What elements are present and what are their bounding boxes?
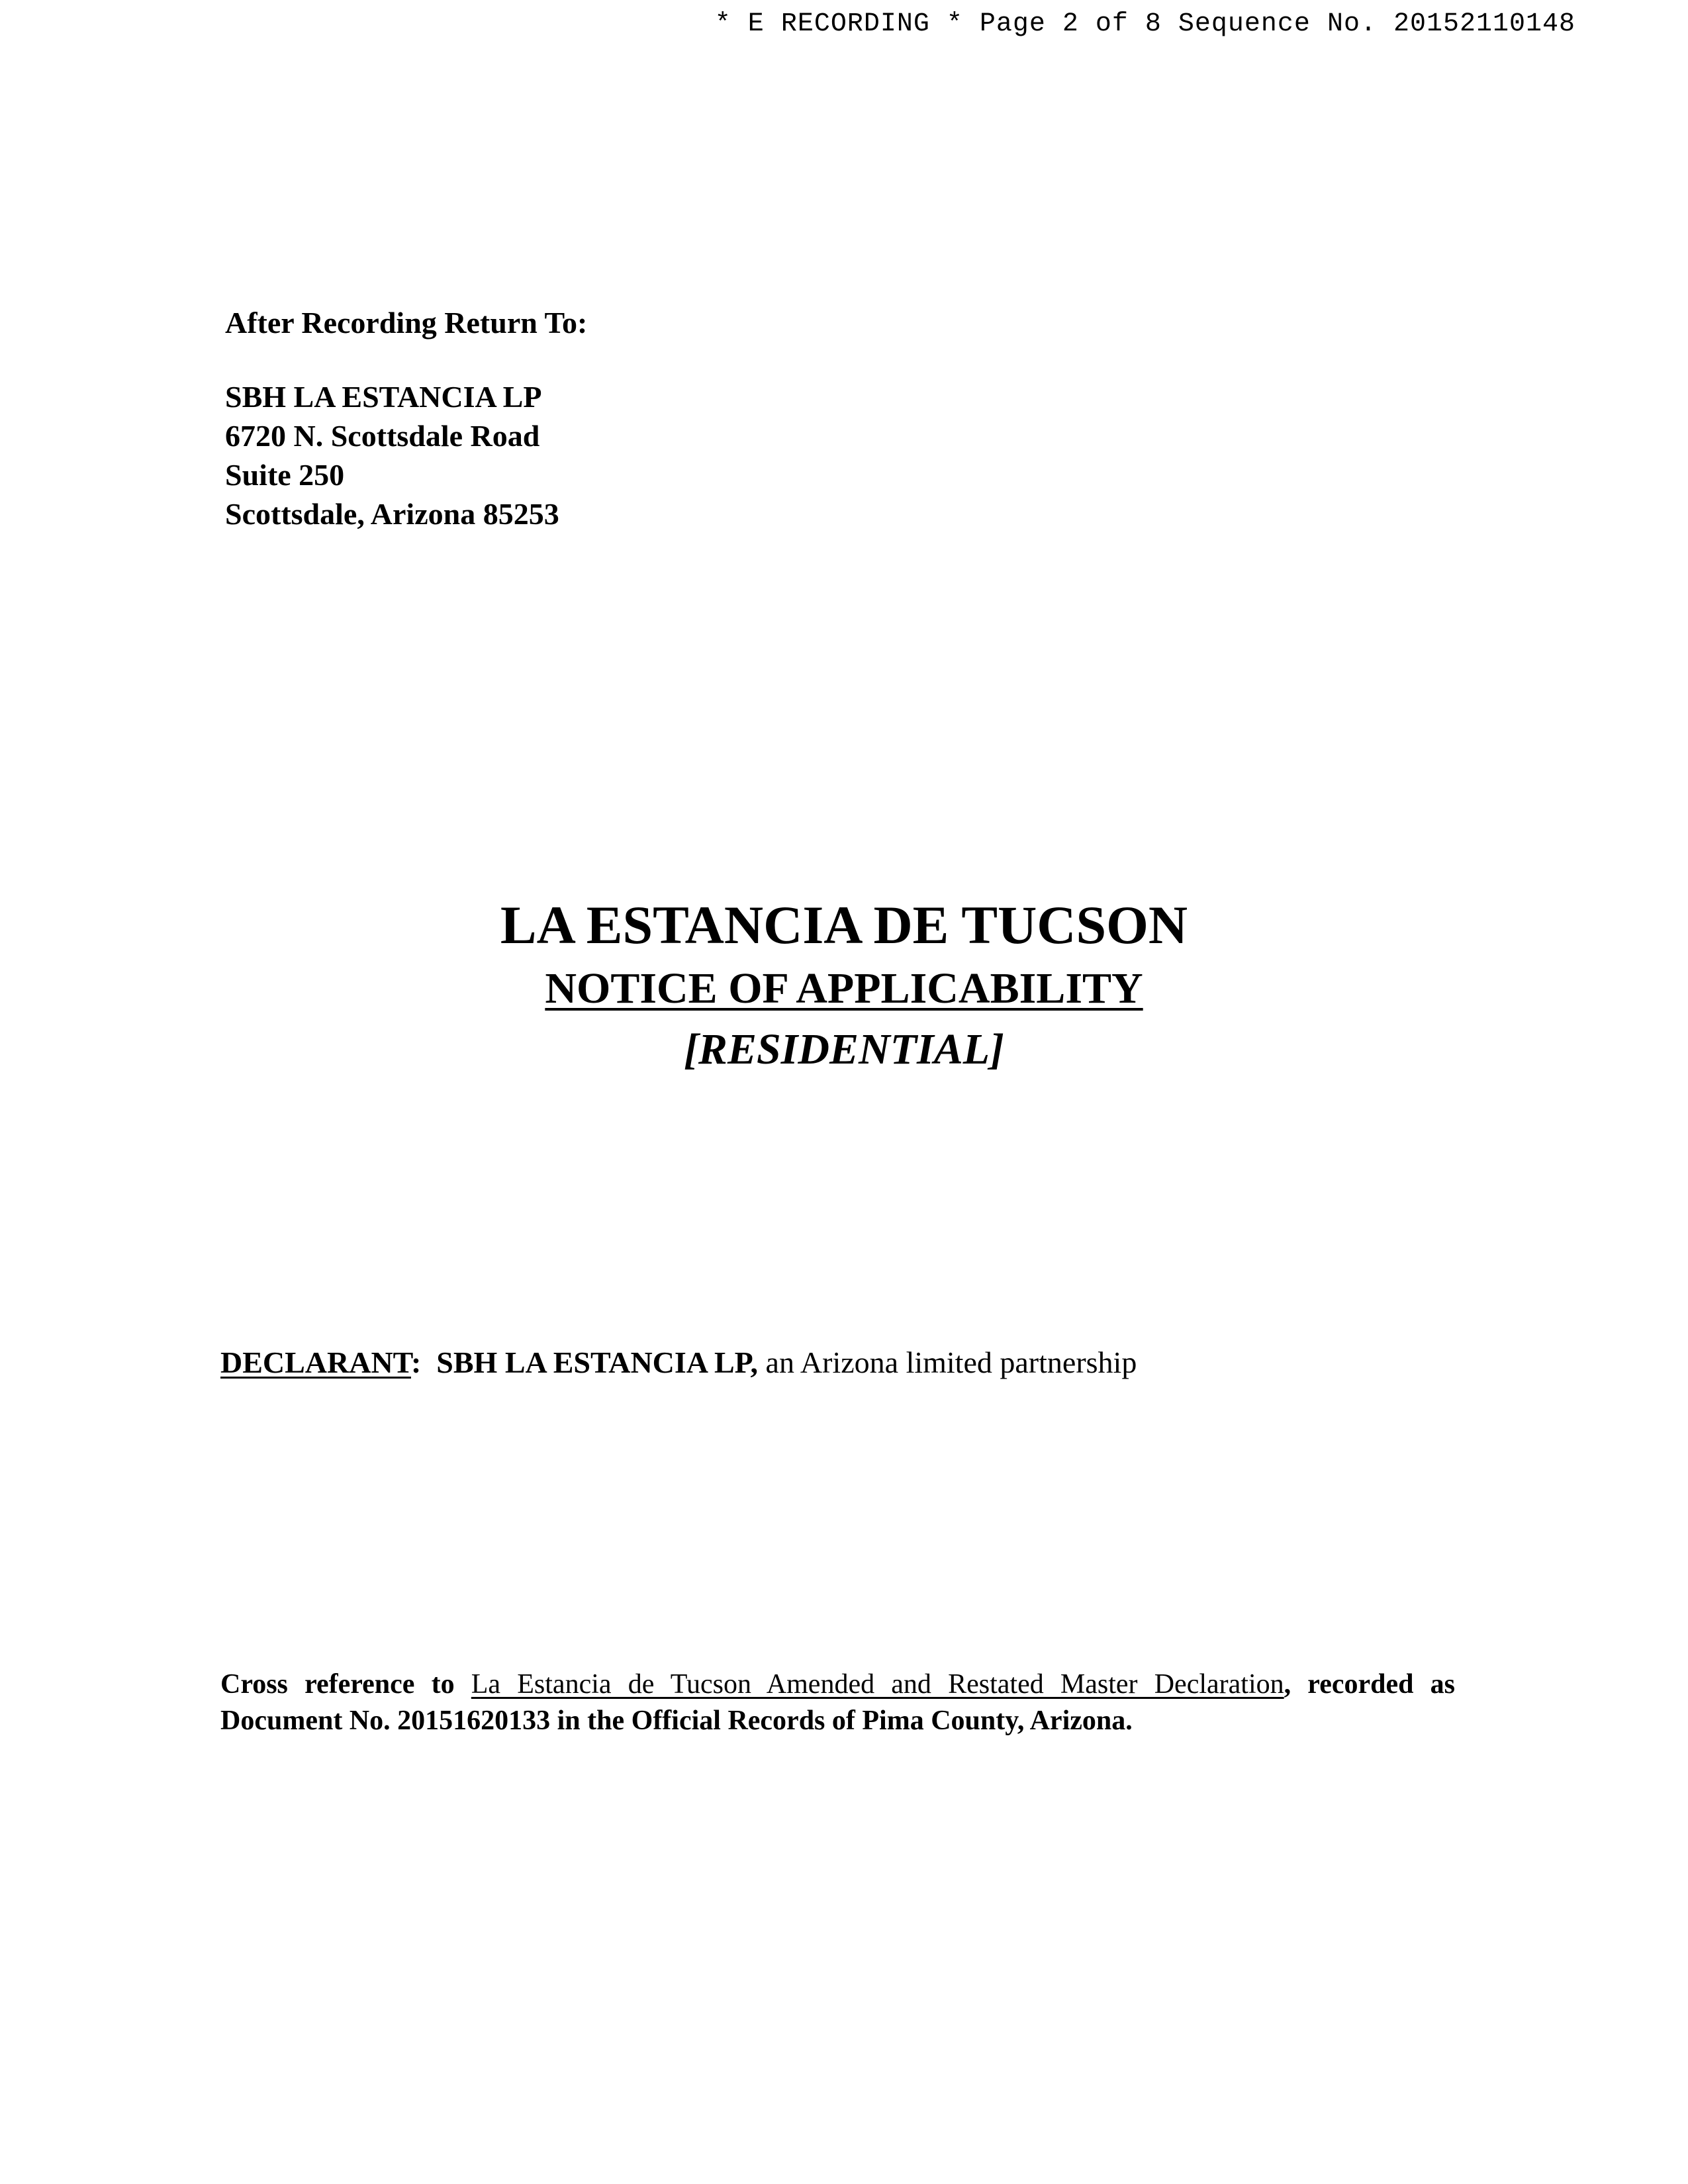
notice-title: NOTICE OF APPLICABILITY xyxy=(545,964,1143,1013)
referenced-declaration: La Estancia de Tucson Amended and Restated Master Declaration xyxy=(471,1669,1284,1700)
declarant-name: SBH LA ESTANCIA LP, xyxy=(436,1345,759,1379)
declarant-separator: : xyxy=(410,1345,422,1379)
return-address-line: 6720 N. Scottsdale Road xyxy=(225,419,540,453)
declarant-description: an Arizona limited partnership xyxy=(765,1345,1137,1379)
document-title: LA ESTANCIA DE TUCSON xyxy=(500,895,1188,955)
cross-reference-prefix: Cross reference to xyxy=(220,1669,455,1700)
document-subtitle: [RESIDENTIAL] xyxy=(683,1025,1005,1073)
recording-stamp: * E RECORDING * Page 2 of 8 Sequence No. 20152110148 xyxy=(714,9,1575,39)
cross-reference-suffix: , recorded as Document No. 20151620133 in the Official Records of Pima County, Arizona. xyxy=(220,1669,1456,1736)
return-address-line: Suite 250 xyxy=(225,458,345,492)
return-address-block xyxy=(225,303,587,533)
cross-reference-paragraph xyxy=(220,1666,1455,1739)
declarant-label: DECLARANT xyxy=(220,1345,411,1379)
declarant-line xyxy=(220,1345,1137,1380)
document-title-block xyxy=(0,892,1688,1080)
return-address-line: Scottsdale, Arizona 85253 xyxy=(225,497,559,531)
return-address-line: SBH LA ESTANCIA LP xyxy=(225,380,542,414)
return-heading: After Recording Return To: xyxy=(225,306,588,340)
